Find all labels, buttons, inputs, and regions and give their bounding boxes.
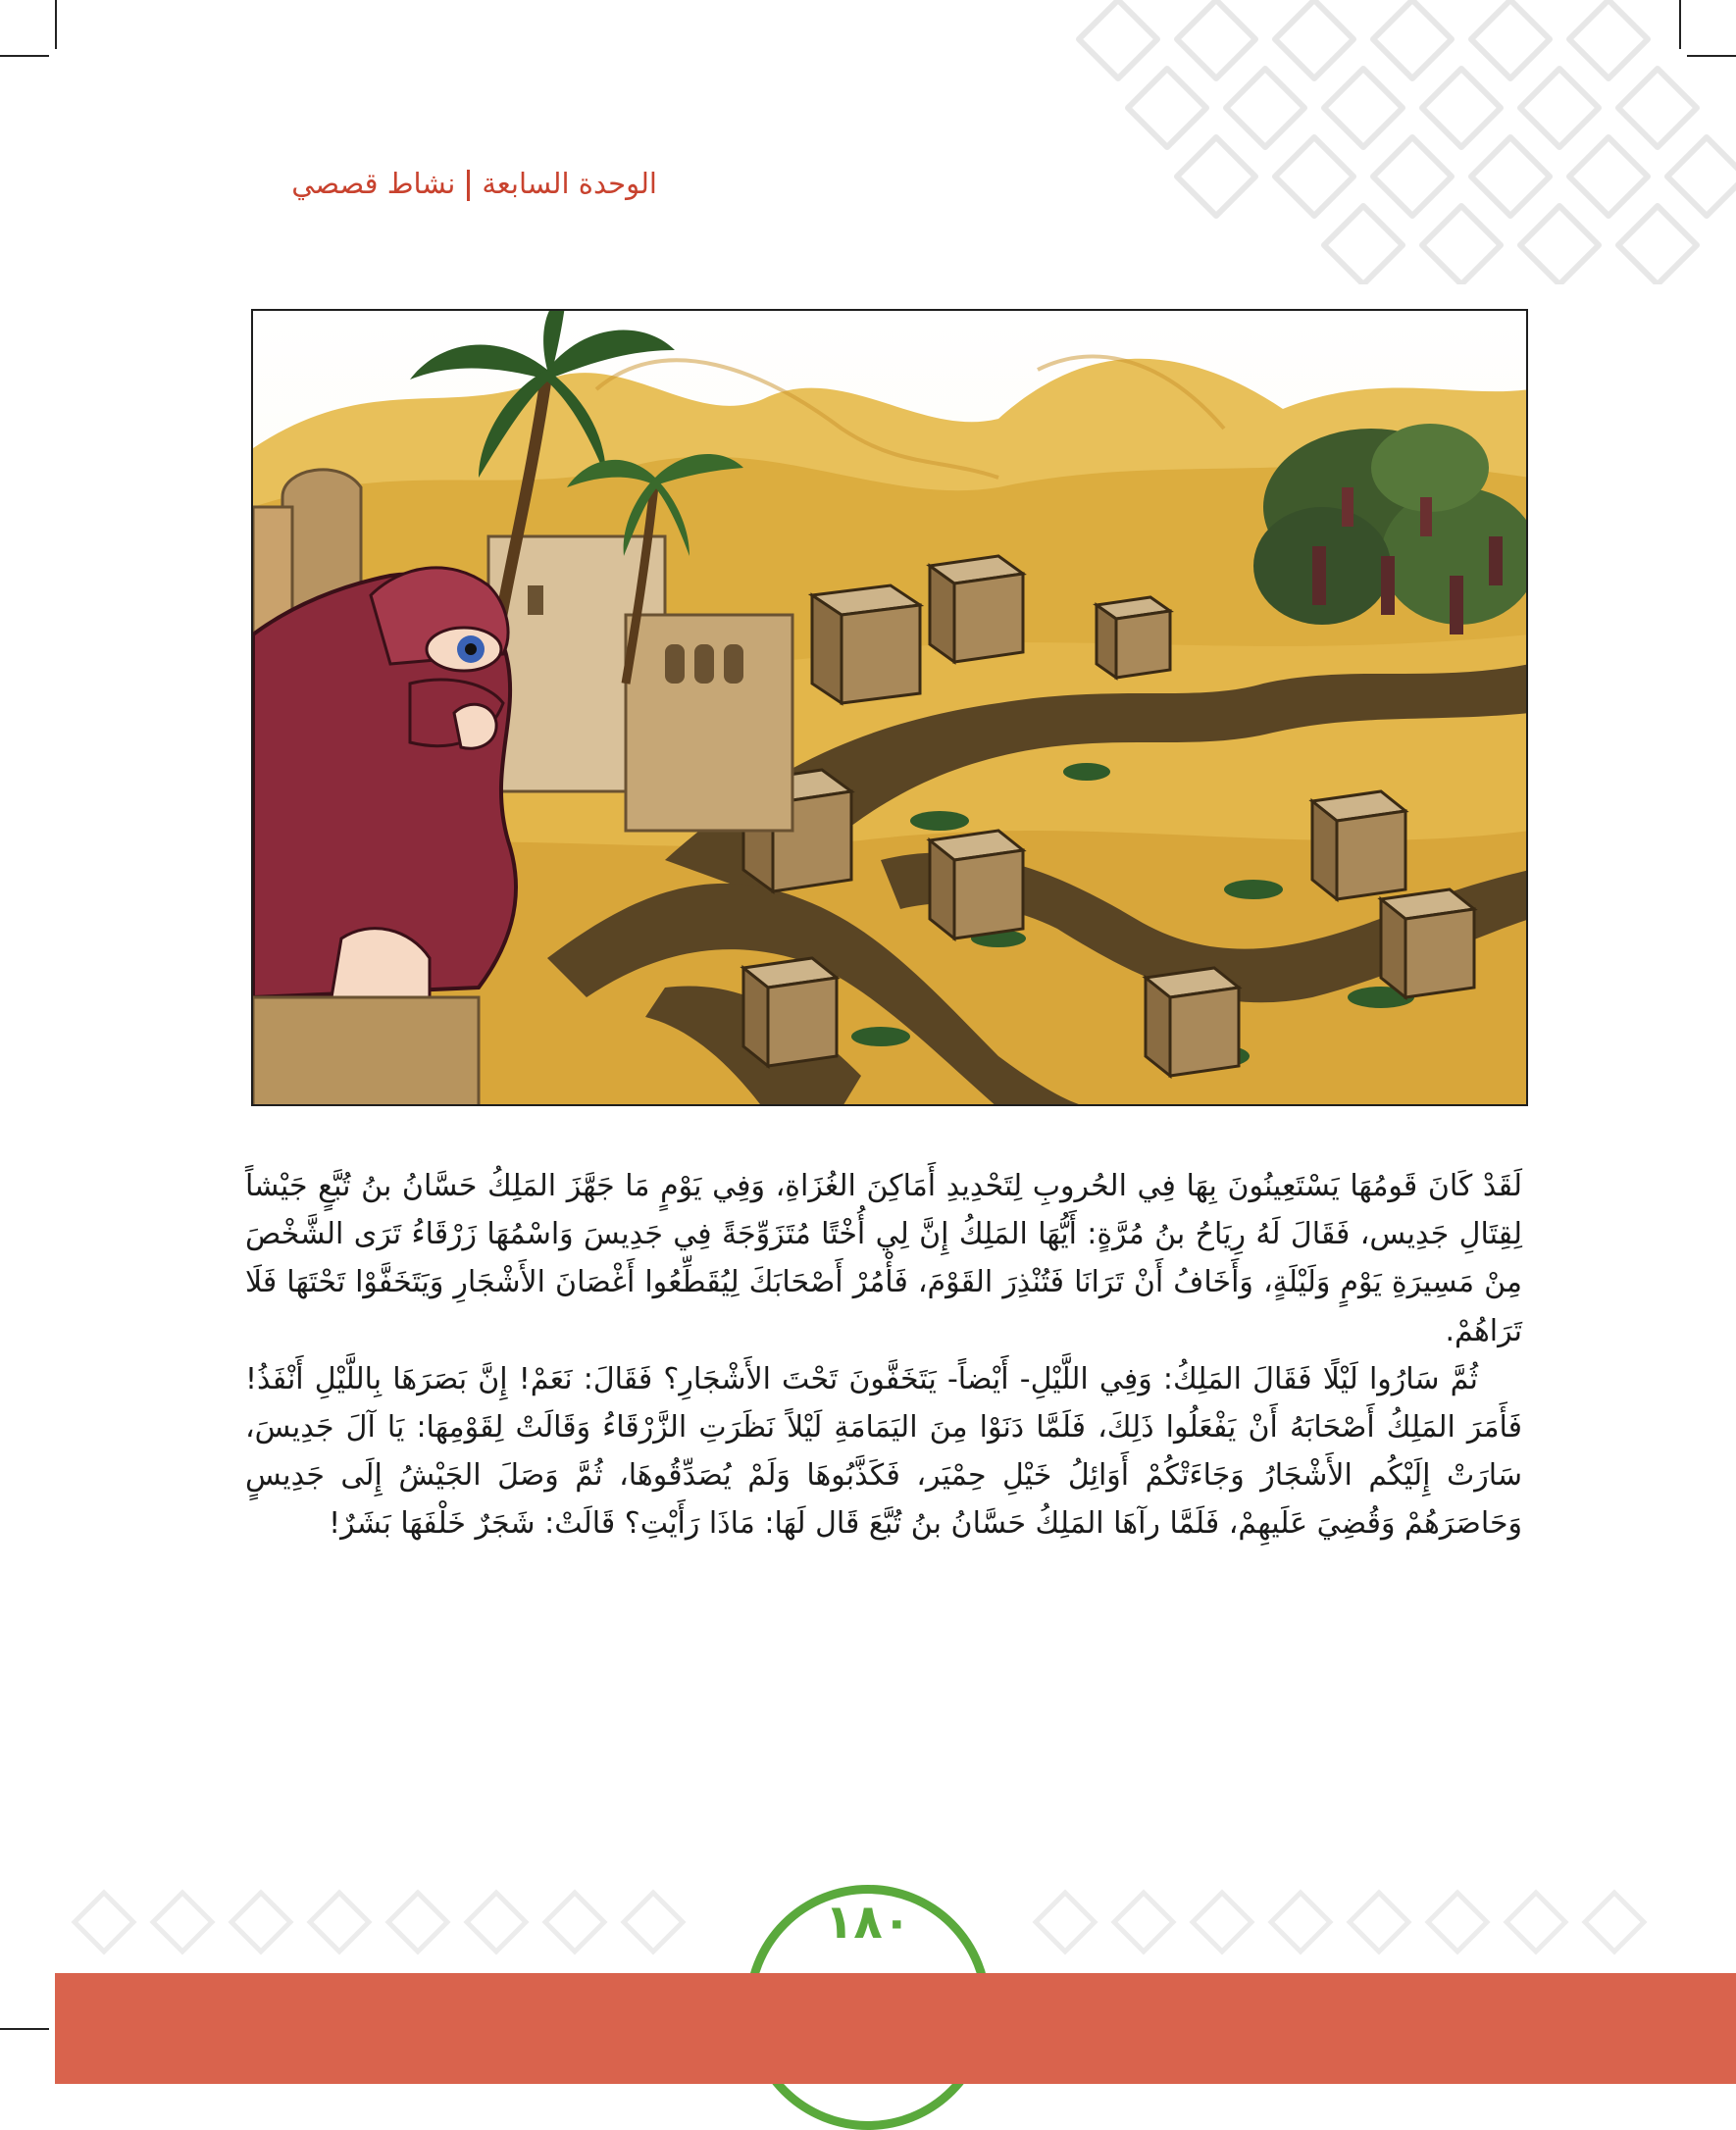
story-paragraph-2: ثُمَّ سَارُوا لَيْلًا فَقَالَ المَلِكُ: وَفِي اللَّيْلِ- أَيْضاً- يَتَخَفَّونَ تَحْتَ الأَشْجَارِ؟ فَقَالَ: نَعَمْ! إِنَّ بَصَرَهَا بِاللَّيْلِ أَنْفَذُ! فَأَمَرَ المَلِكُ أَصْحَابَهُ أَنْ يَفْعَلُوا ذَلِكَ، فَلَمَّا دَنَوْا مِنَ اليَمَامَةِ لَيْلاً نَظَرَتِ الزَّرْقَاءُ وَقَالَتْ لِقَوْمِهَا: يَا آلَ جَدِيسَ، سَارَتْ إِلَيْكُم الأَشْجَارُ وَجَاءَتْكُمْ أَوَائِلُ خَيْلِ حِمْيَر، فَكَذَّبُوهَا وَلَمْ يُصَدِّقُوهَا، ثُمَّ وَصَلَ الجَيْشُ إِلَى جَدِيسٍ وَحَاصَرَهُمْ وَقُضِيَ عَلَيهِمْ، فَلَمَّا رآهَا المَلِكُ حَسَّانُ بنُ تُبَّعَ قَال لَهَا: مَاذَا رَأَيْتِ؟ قَالَتْ: شَجَرٌ خَلْفَهَا بَشَرٌ! (245, 1361, 1522, 1542)
unit-title: الوحدة السابعة (482, 167, 657, 200)
crop-mark-top-left-h (0, 55, 49, 57)
story-paragraph-1: لَقَدْ كَانَ قَومُهَا يَسْتَعِينُونَ بِهَا فِي الحُروبِ لِتَحْدِيدِ أَمَاكِنَ الغُزَاةِ، وَفِي يَوْمٍ مَا جَهَّزَ المَلِكُ حَسَّانُ بنُ تُبَّعٍ جَيْشاً لِقِتَالِ جَدِيس، فَقَالَ لَهُ رِيَاحُ بنُ مُرَّةٍ: أَيُّهَا المَلِكُ إِنَّ لِي أُخْتًا مُتَزَوِّجَةً فِي جَدِيسَ وَاسْمُهَا زَرْقَاءُ تَرَى الشَّخْصَ مِنْ مَسِيرَةِ يَوْمٍ وَلَيْلَةٍ، وَأَخَافُ أَنْ تَرَانَا فَتُنْذِرَ القَوْمَ، فَأْمُرْ أَصْحَابَكَ لِيُقَطِّعُوا أَغْصَانَ الأَشْجَارِ وَيَتَخَفَّوْا تَحْتَهَا فَلَا تَرَاهُمْ. (245, 1169, 1522, 1348)
footer-bar (55, 1973, 1736, 2084)
header-separator (467, 170, 470, 201)
desert-village-illustration-icon (253, 311, 1528, 1106)
story-illustration (251, 309, 1528, 1106)
crop-mark-bottom-left-h (0, 2028, 49, 2030)
crop-mark-top-left-v (55, 0, 57, 49)
decorative-pattern-icon (1040, 0, 1736, 284)
section-title: نشاط قصصي (291, 167, 456, 200)
unit-header (108, 167, 657, 201)
page-number: ١٨٠ (825, 1895, 911, 1950)
story-text (245, 1162, 1522, 1548)
